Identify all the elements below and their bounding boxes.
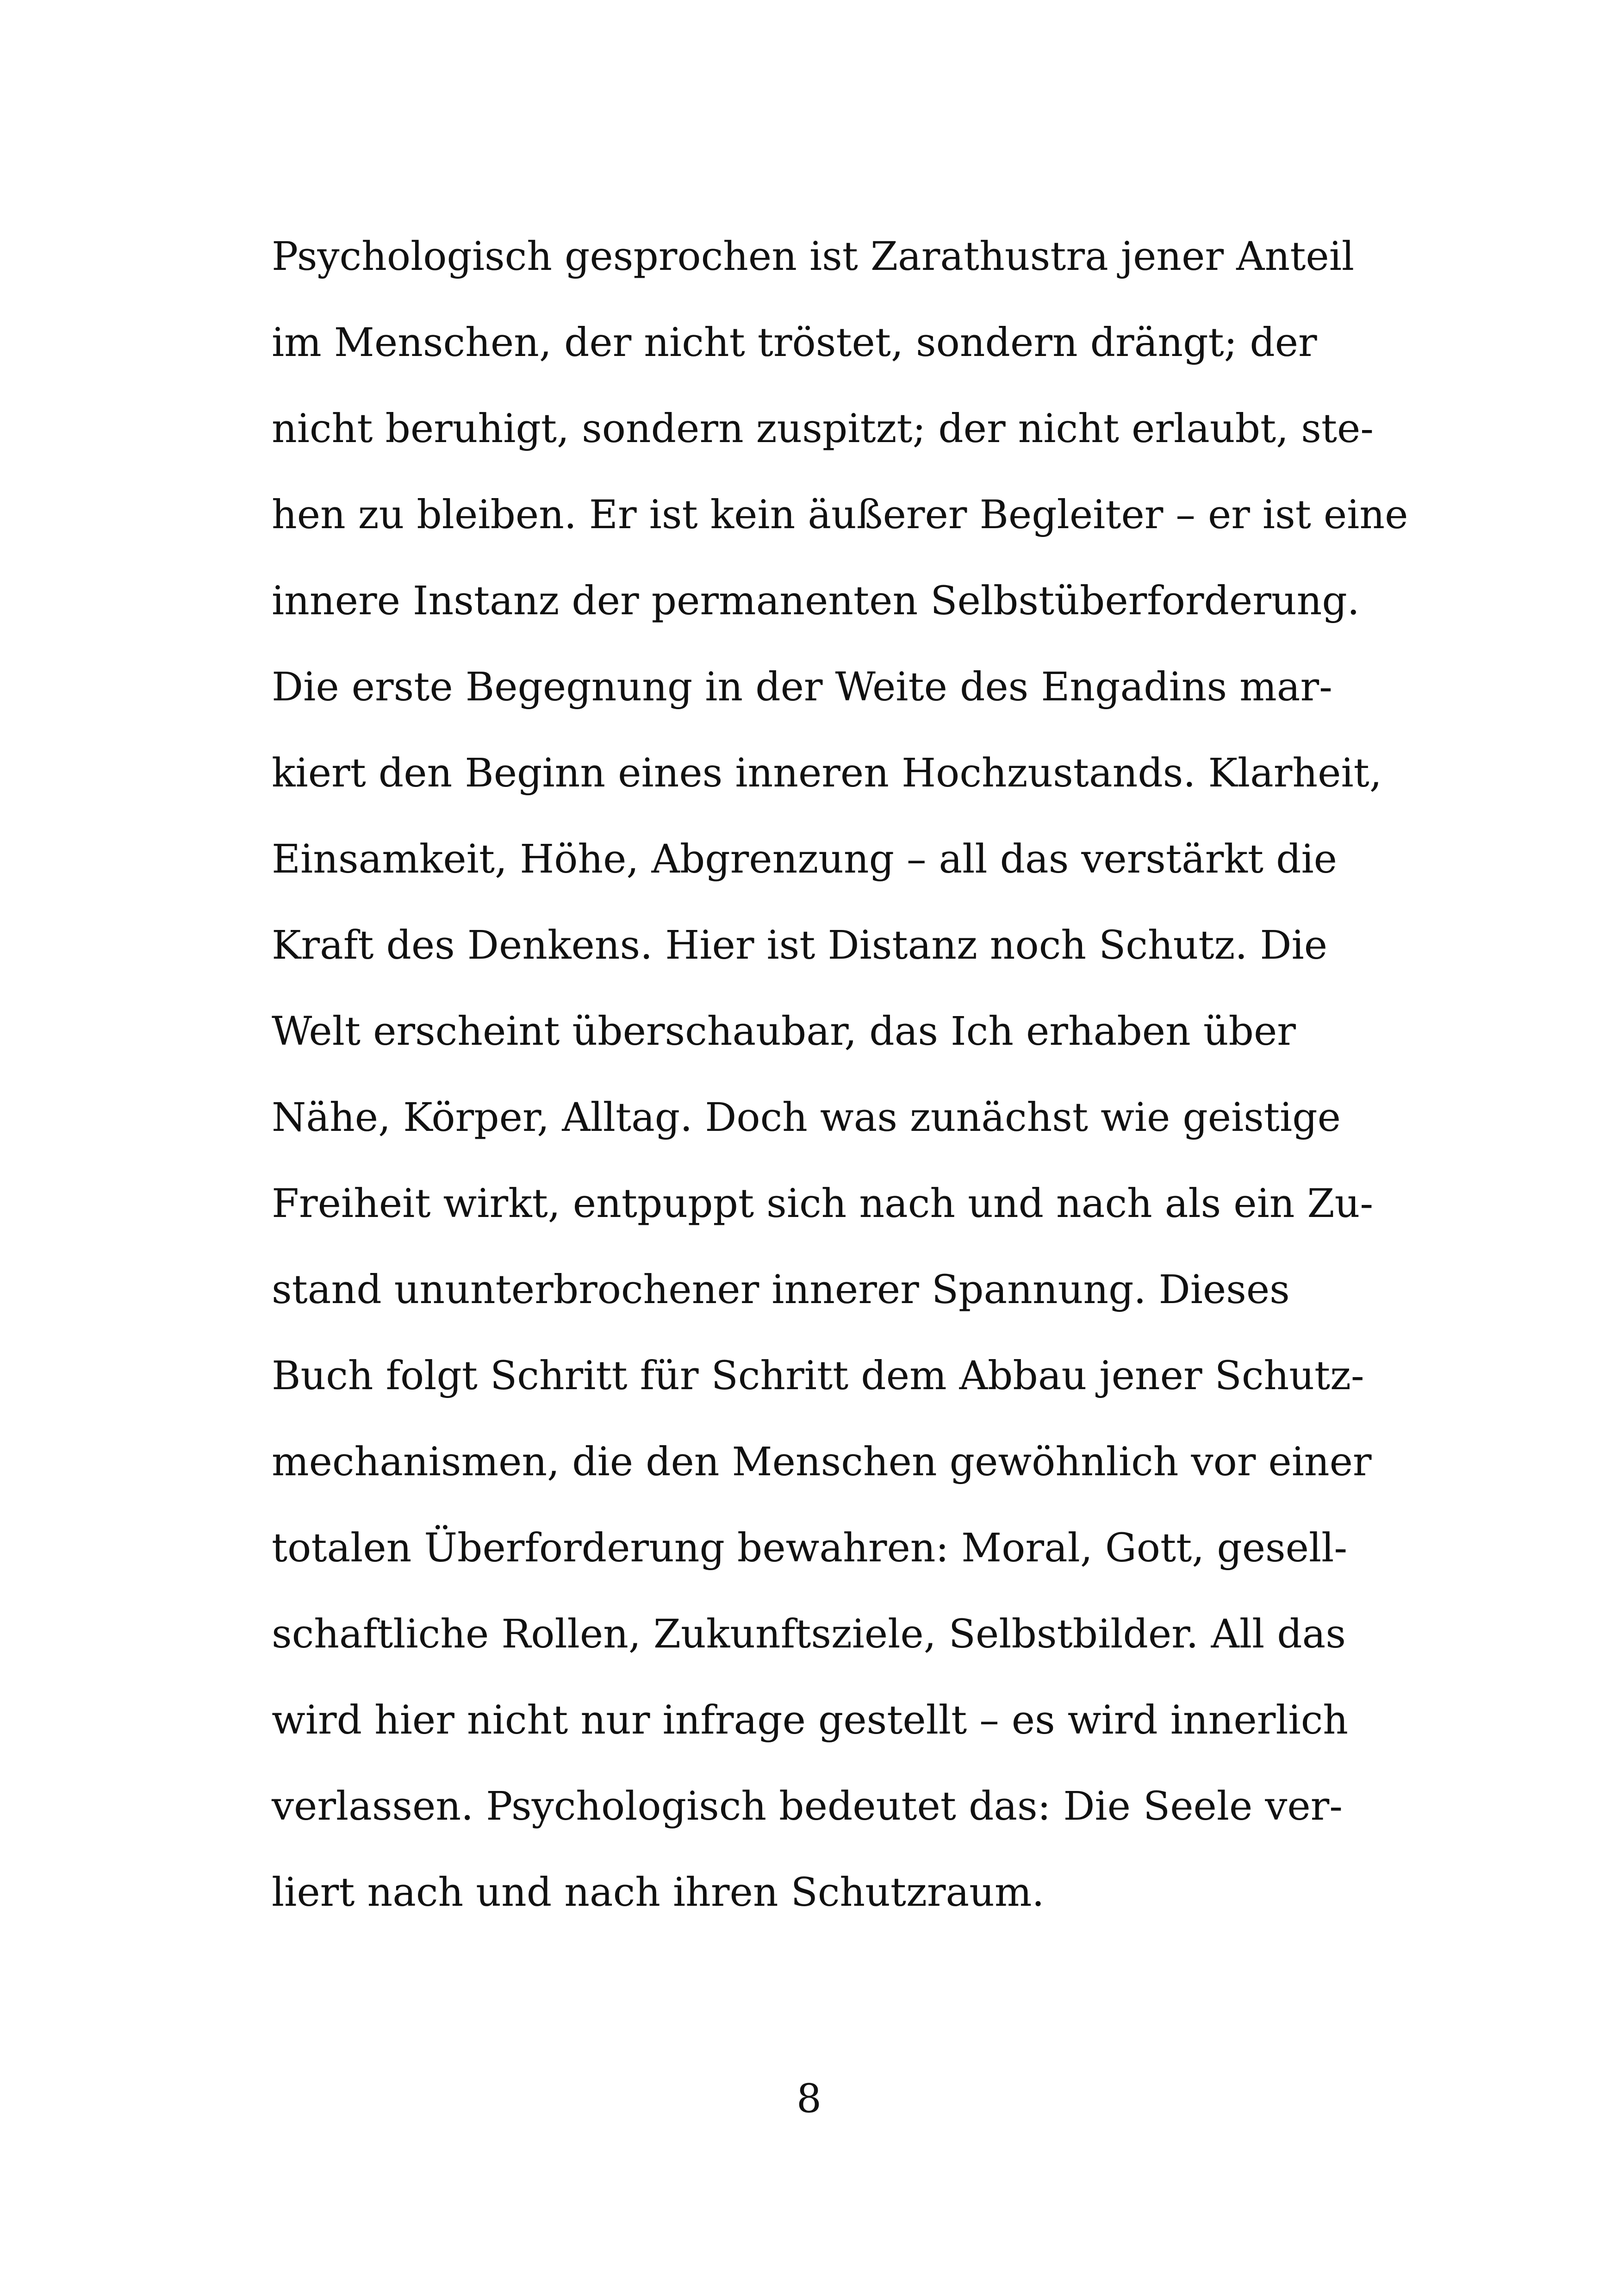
text-line: Psychologisch gesprochen ist Zarathustra jener Anteil (272, 234, 1355, 280)
text-line: im Menschen, der nicht tröstet, sondern drängt; der (272, 320, 1317, 366)
text-line: schaftliche Rollen, Zukunftsziele, Selbstbilder. All das (272, 1611, 1346, 1657)
text-line: totalen Überforderung bewahren: Moral, Gott, gesell- (272, 1525, 1348, 1571)
text-line: wird hier nicht nur infrage gestellt – es wird innerlich (272, 1697, 1349, 1743)
body-paragraph (272, 214, 1408, 1936)
page-number: 8 (796, 2076, 822, 2122)
text-line: stand ununterbrochener innerer Spannung. Dieses (272, 1267, 1290, 1313)
text-line: nicht beruhigt, sondern zuspitzt; der nicht erlaubt, ste- (272, 406, 1374, 452)
text-line: kiert den Beginn eines inneren Hochzustands. Klarheit, (272, 750, 1382, 796)
text-line: liert nach und nach ihren Schutzraum. (272, 1870, 1045, 1915)
text-line: verlassen. Psychologisch bedeutet das: Die Seele ver- (272, 1784, 1343, 1829)
text-line: Kraft des Denkens. Hier ist Distanz noch Schutz. Die (272, 923, 1328, 968)
text-line: mechanismen, die den Menschen gewöhnlich vor einer (272, 1439, 1372, 1485)
text-line: Welt erscheint überschaubar, das Ich erhaben über (272, 1009, 1296, 1054)
text-line: Einsamkeit, Höhe, Abgrenzung – all das verstärkt die (272, 836, 1337, 882)
text-line: innere Instanz der permanenten Selbstüberforderung. (272, 578, 1360, 624)
text-line: Freiheit wirkt, entpuppt sich nach und nach als ein Zu- (272, 1181, 1374, 1227)
text-line: hen zu bleiben. Er ist kein äußerer Begleiter – er ist eine (272, 492, 1408, 538)
text-line: Buch folgt Schritt für Schritt dem Abbau jener Schutz- (272, 1353, 1364, 1399)
text-line: Nähe, Körper, Alltag. Doch was zunächst wie geistige (272, 1095, 1341, 1141)
text-line: Die erste Begegnung in der Weite des Engadins mar- (272, 664, 1332, 710)
